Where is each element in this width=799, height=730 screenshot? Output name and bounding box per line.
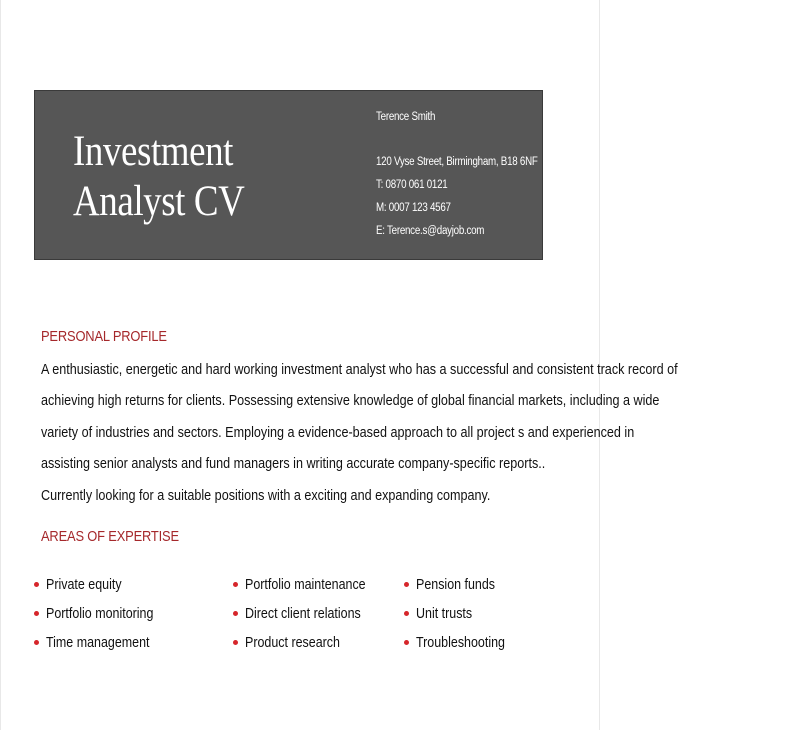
contact-address: 120 Vyse Street, Birmingham, B18 6NF: [376, 156, 538, 168]
contact-email[interactable]: E: Terence.s@dayjob.com: [376, 225, 485, 237]
profile-line: variety of industries and sectors. Employing a evidence-based approach to all project s and experienced in: [41, 423, 635, 441]
bullet-icon: [404, 640, 409, 645]
profile-line: achieving high returns for clients. Possessing extensive knowledge of global financial markets, including a wide: [41, 392, 660, 410]
areas-of-expertise-heading: AREAS OF EXPERTISE: [41, 528, 179, 545]
bullet-icon: [404, 611, 409, 616]
personal-profile-text: [41, 354, 799, 511]
document-title: [73, 127, 244, 227]
profile-line: Currently looking for a suitable positions with a exciting and expanding company.: [41, 486, 491, 504]
profile-line: assisting senior analysts and fund managers in writing accurate company-specific reports..: [41, 455, 546, 473]
title-line-2: Analyst CV: [73, 178, 245, 225]
contact-phone: T: 0870 061 0121: [376, 179, 448, 191]
contact-name: Terence Smith: [376, 111, 436, 123]
bullet-icon: [404, 582, 409, 587]
bullet-icon: [233, 640, 238, 645]
bullet-icon: [233, 582, 238, 587]
bullet-icon: [34, 582, 39, 587]
contact-mobile: M: 0007 123 4567: [376, 202, 451, 214]
personal-profile-heading: PERSONAL PROFILE: [41, 328, 167, 345]
bullet-icon: [34, 640, 39, 645]
bullet-icon: [34, 611, 39, 616]
title-line-1: Investment: [73, 128, 234, 175]
bullet-icon: [233, 611, 238, 616]
profile-line: A enthusiastic, energetic and hard working investment analyst who has a successful and consistent track record of: [41, 361, 678, 378]
cv-header: [34, 90, 543, 260]
